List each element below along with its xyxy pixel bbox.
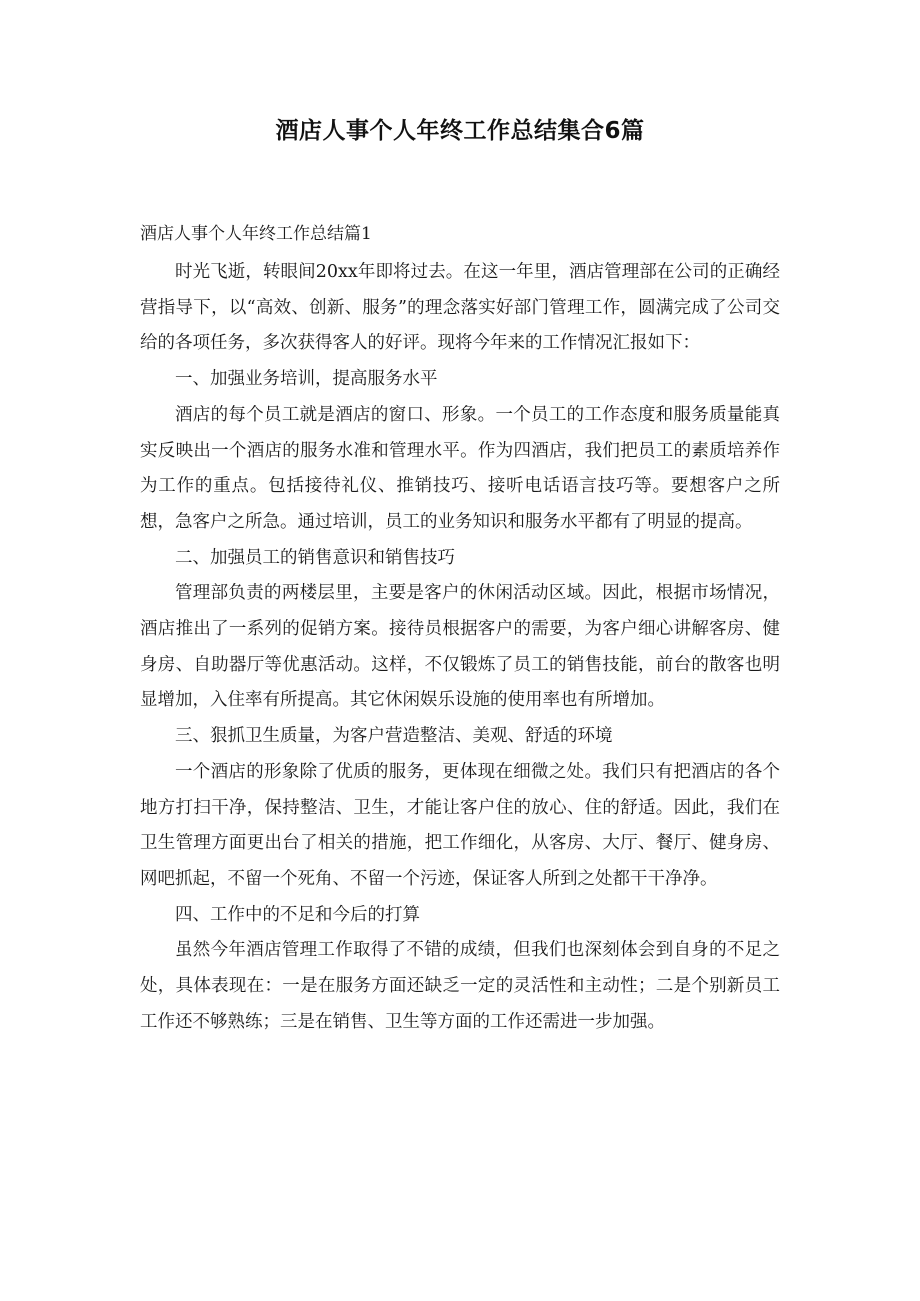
section-title: 酒店人事个人年终工作总结篇1	[140, 224, 372, 244]
subheading-4: 四、工作中的不足和今后的打算	[175, 904, 420, 925]
document-title: 酒店人事个人年终工作总结集合6篇	[275, 118, 645, 144]
paragraph-training: 酒店的每个员工就是酒店的窗口、形象。一个员工的工作态度和服务质量能真实反映出一个酒店的服务水准和管理水平。作为四酒店，我们把员工的素质培养作为工作的重点。包括接待礼仪、推销技巧、接听电话语言技巧等。要想客户之所想，急客户之所急。通过培训，员工的业务知识和服务水平都有了明显的提高。	[140, 404, 780, 532]
subheading-3: 三、狠抓卫生质量，为客户营造整洁、美观、舒适的环境	[175, 726, 613, 747]
document-body	[140, 255, 780, 1040]
paragraph-sales: 管理部负责的两楼层里，主要是客户的休闲活动区域。因此，根据市场情况，酒店推出了一系列的促销方案。接待员根据客户的需要，为客户细心讲解客房、健身房、自助器厅等优惠活动。这样，不仅锻炼了员工的销售技能，前台的散客也明显增加，入住率有所提高。其它休闲娱乐设施的使用率也有所增加。	[140, 583, 780, 711]
paragraph-hygiene: 一个酒店的形象除了优质的服务，更体现在细微之处。我们只有把酒店的各个地方打扫干净，保持整洁、卫生，才能让客户住的放心、住的舒适。因此，我们在卫生管理方面更出台了相关的措施，把工作细化，从客房、大厅、餐厅、健身房、网吧抓起，不留一个死角、不留一个污迹，保证客人所到之处都干干净净。	[140, 761, 780, 889]
paragraph-intro: 时光飞逝，转眼间20xx年即将过去。在这一年里，酒店管理部在公司的正确经营指导下，以“高效、创新、服务”的理念落实好部门管理工作，圆满完成了公司交给的各项任务，多次获得客人的好评。现将今年来的工作情况汇报如下：	[140, 262, 780, 354]
paragraph-shortcomings: 虽然今年酒店管理工作取得了不错的成绩，但我们也深刻体会到自身的不足之处，具体表现在：一是在服务方面还缺乏一定的灵活性和主动性；二是个别新员工工作还不够熟练；三是在销售、卫生等方面的工作还需进一步加强。	[140, 940, 780, 1032]
subheading-1: 一、加强业务培训，提高服务水平	[175, 369, 438, 390]
subheading-2: 二、加强员工的销售意识和销售技巧	[175, 547, 455, 568]
